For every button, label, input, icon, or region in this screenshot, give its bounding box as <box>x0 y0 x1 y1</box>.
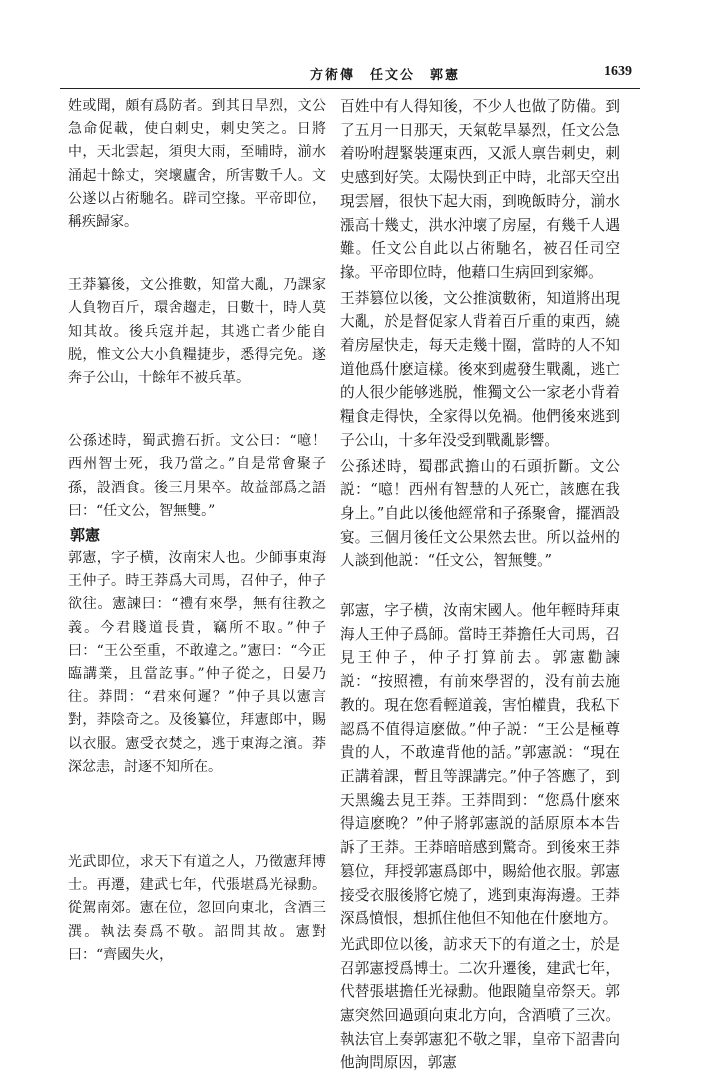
left-paragraph-4: 郭憲，字子横，汝南宋人也。少師事東海王仲子。時王莽爲大司馬，召仲子，仲子欲往。憲諫曰：“禮有來學，無有往教之義。今君賤道長貴，竊所不取。”仲子曰：“王公至重，不敢違之。”憲曰：“今正臨講業，且當訖事。”仲子從之，日晏乃往。莽問：“君來何遲？”仲子具以憲言對，莽陰奇之。及後纂位，拜憲郎中，賜以衣服。憲受衣焚之，逃于東海之濱。莽深忿恚，討逐不知所在。 <box>68 550 326 775</box>
right-paragraph-3: 公孫述時，蜀郡武擔山的石頭折斷。文公説：“噫！西州有智慧的人死亡，該應在我身上。”自此以後他經常和子孫聚會，擺酒設宴。三個月後任文公果然去世。所以益州的人談到他説：“任文公，智無雙。” <box>340 457 620 570</box>
right-column-translation <box>340 95 620 1075</box>
right-paragraph-1: 百姓中有人得知後，不少人也做了防備。到了五月一日那天，天氣乾旱暴烈，任文公急着吩咐趕緊裝運東西，又派人禀告刺史，刺史感到好笑。太陽快到正中時，北部天空出現雲層，很快下起大雨，到晚飯時分，湔水漲高十幾丈，洪水沖壞了房屋，有幾千人遇難。任文公自此以占術馳名，被召任司空掾。平帝即位時，他藉口生病回到家鄉。 <box>340 98 620 281</box>
left-paragraph-2: 王莽纂後，文公推數，知當大亂，乃課家人負物百斤，環舍趨走，日數十，時人莫知其故。後兵寇并起，其逃亡者少能自脱，惟文公大小負糧捷步，悉得完免。遂奔子公山，十餘年不被兵革。 <box>68 277 326 387</box>
left-column-classical-text <box>68 95 326 967</box>
right-paragraph-4: 郭憲，字子横，汝南宋國人。他年輕時拜東海人王仲子爲師。當時王莽擔任大司馬，召見王仲子，仲子打算前去。郭憲勸諫説：“按照禮，有前來學習的，没有前去施教的。現在您看輕道義，害怕權貴，我私下認爲不值得這麽做。”仲子説：“王公是極尊貴的人，不敢違背他的話。”郭憲説：“現在正講着課，暫且等課講完。”仲子答應了，到天黑纔去見王莽。王莽問到：“您爲什麽來得這麽晚？”仲子將郭憲説的話原原本本告訴了王莽。王莽暗暗感到驚奇。到後來王莽篡位，拜授郭憲爲郎中，賜給他衣服。郭憲接受衣服後將它燒了，逃到東海海邊。王莽深爲憤恨，想抓住他但不知他在什麽地方。 <box>340 602 620 928</box>
paragraph-gap <box>68 390 326 430</box>
left-paragraph-3: 公孫述時，蜀武擔石折。文公曰：“噫！西州智士死，我乃當之。”自是常會聚子孫，設酒食。後三月果卒。故益部爲之語曰：“任文公，智無雙。” <box>68 433 326 519</box>
header-rule <box>60 88 640 89</box>
right-paragraph-2: 王莽篡位以後，文公推演數術，知道將出現大亂，於是督促家人背着百斤重的東西，繞着房屋快走，每天走幾十圈，當時的人不知道他爲什麽這樣。後來到處發生戰亂，逃亡的人很少能够逃脱，惟獨文公一家老小背着糧食走得快，全家得以免禍。他們後來逃到子公山，十多年没受到戰亂影響。 <box>340 289 620 449</box>
paragraph-gap <box>68 234 326 274</box>
paragraph-gap <box>340 573 620 599</box>
page-number: 1639 <box>604 64 632 79</box>
header-title: 方術傳 任文公 郭憲 <box>310 68 461 83</box>
running-header <box>72 60 632 84</box>
paragraph-gap <box>68 779 326 851</box>
right-paragraph-5: 光武即位以後，訪求天下的有道之士，於是召郭憲授爲博士。二次升遷後，建武七年，代替張堪擔任光禄勳。他跟隨皇帝祭天。郭憲突然回過頭向東北方向，含酒噴了三次。執法官上奏郭憲犯不敬之罪，皇帝下詔書向他詢問原因，郭憲 <box>340 935 620 1072</box>
left-paragraph-5: 光武即位，求天下有道之人，乃徵憲拜博士。再遷，建武七年，代張堪爲光禄勳。從駕南郊。憲在位，忽回向東北，含酒三潠。執法奏爲不敬。詔問其故。憲對曰：“齊國失火， <box>68 854 326 963</box>
section-heading: 郭憲 <box>70 526 101 545</box>
left-paragraph-1: 姓或聞，頗有爲防者。到其日旱烈，文公急命促載，使白刺史，刺史笑之。日將中，天北雲起，須臾大雨，至晡時，湔水涌起十餘丈，突壞廬舍，所害數千人。文公遂以占術馳名。辟司空掾。平帝即位，稱疾歸家。 <box>68 98 326 231</box>
